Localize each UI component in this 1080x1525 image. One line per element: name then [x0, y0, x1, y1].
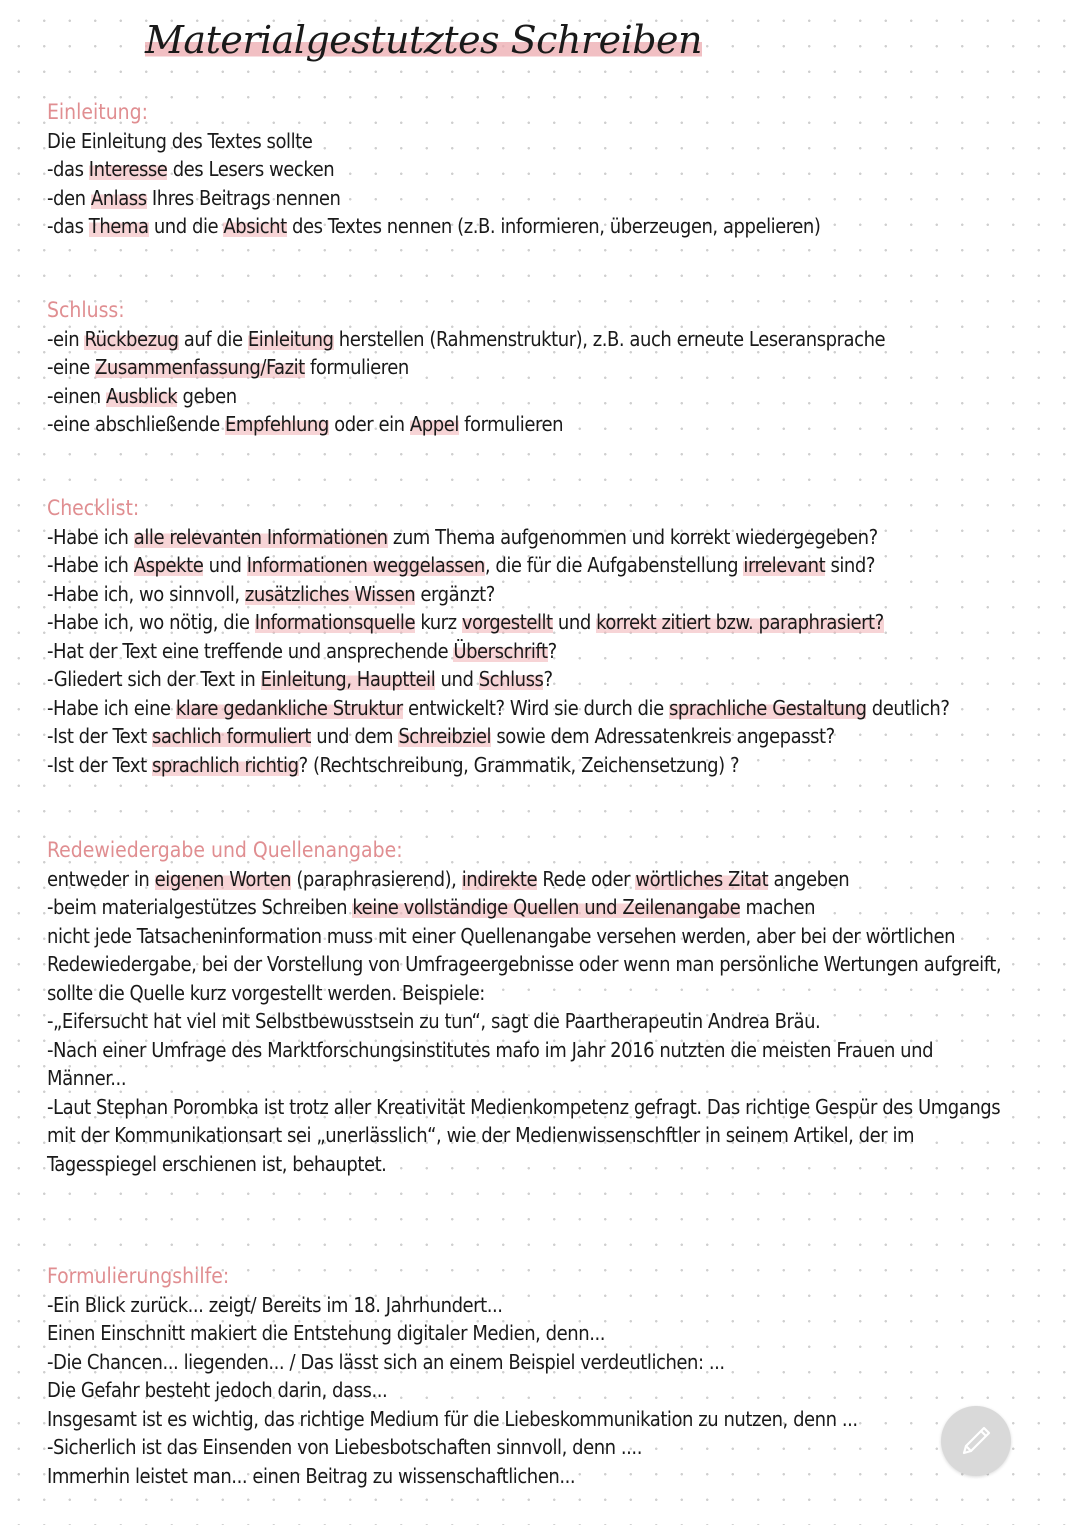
text-segment: Tagesspiegel erschienen ist, behauptet. [47, 1151, 387, 1176]
text-segment: sowie dem Adressatenkreis angepasst? [491, 724, 835, 748]
text-segment: , die für die Aufgabenstellung [484, 553, 744, 577]
text-line [47, 893, 1032, 922]
text-segment: -Habe ich eine [47, 695, 176, 720]
highlighted-text: Schluss [478, 667, 544, 691]
section-lines [47, 127, 1032, 241]
section-lines [47, 865, 1032, 1179]
highlighted-text: keine vollständige Quellen und Zeilenangabe [352, 895, 741, 919]
text-segment: sind? [825, 553, 875, 577]
text-line [47, 1433, 1032, 1462]
text-segment: -Ist der Text [47, 724, 152, 748]
text-line [47, 665, 1032, 694]
text-segment: und [552, 610, 597, 634]
text-segment: ergänzt? [415, 581, 495, 606]
highlighted-text: Appel [409, 412, 459, 436]
text-segment: und [203, 553, 247, 577]
section-checklist [47, 494, 1032, 779]
text-segment: des Lesers wecken [167, 157, 335, 181]
text-segment: -eine abschließende [47, 412, 225, 436]
text-line [47, 1348, 1032, 1377]
text-segment: -„Eifersucht hat viel mit Selbstbewusstsein zu tun“, sagt die Paartherapeutin Andrea Bräu. [47, 1009, 821, 1033]
text-line [47, 127, 1032, 156]
text-segment: auf die [178, 326, 248, 351]
text-segment: -Nach einer Umfrage des Marktforschungsinstitutes mafo im Jahr 2016 nutzten die meisten Frauen und [47, 1037, 934, 1062]
highlighted-text: sprachlich richtig [151, 752, 299, 777]
section-heading: Einleitung: [47, 100, 149, 124]
text-segment: angeben [768, 866, 850, 891]
highlighted-text: alle relevanten Informationen [133, 524, 388, 549]
text-segment: herstellen (Rahmenstruktur), z.B. auch erneute Leseransprache [333, 326, 886, 351]
highlighted-text: Aspekte [133, 553, 204, 577]
highlighted-text: zusätzliches Wissen [244, 581, 416, 606]
text-segment: (paraphrasierend), [291, 866, 462, 891]
text-segment: machen [740, 895, 816, 919]
highlighted-text: sprachliche Gestaltung [668, 695, 867, 720]
text-line [47, 1462, 1032, 1491]
highlighted-text: sachlich formuliert [151, 724, 311, 748]
text-line [47, 722, 1032, 751]
text-line [47, 1291, 1032, 1320]
highlighted-text: wörtliches Zitat [635, 866, 769, 891]
text-line [47, 551, 1032, 580]
section-lines [47, 523, 1032, 780]
highlighted-text: korrekt zitiert bzw. paraphrasiert? [596, 610, 884, 634]
text-line [47, 1150, 1032, 1179]
highlighted-text: Empfehlung [225, 412, 329, 436]
highlighted-text: Interesse [88, 157, 168, 181]
highlighted-text: Schreibziel [398, 724, 492, 748]
text-segment: -Sicherlich ist das Einsenden von Liebesbotschaften sinnvoll, denn .... [47, 1435, 642, 1459]
text-segment: -Habe ich, wo sinnvoll, [47, 581, 245, 606]
highlighted-text: Ausblick [106, 383, 178, 408]
text-segment: sollte die Quelle kurz vorgestellt werden. Beispiele: [47, 980, 485, 1005]
highlighted-text: klare gedankliche Struktur [175, 695, 403, 720]
text-line [47, 1121, 1032, 1150]
section-heading: Redewiedergabe und Quellenangabe: [47, 838, 403, 862]
page-title: Materialgestutztes Schreiben [145, 18, 703, 62]
text-line [47, 1064, 1032, 1093]
pencil-button[interactable] [941, 1406, 1011, 1476]
text-segment: Die Einleitung des Textes sollte [47, 128, 313, 153]
highlighted-text: vorgestellt [461, 610, 553, 634]
text-segment: formulieren [304, 355, 409, 379]
text-segment: Insgesamt ist es wichtig, das richtige Medium für die Liebeskommunikation zu nutzen, denn ... [47, 1406, 858, 1431]
text-line [47, 353, 1032, 382]
text-segment: und die [148, 214, 224, 238]
section-heading: Formulierungshilfe: [47, 1264, 230, 1288]
text-segment: -Gliedert sich der Text in [47, 667, 261, 691]
text-line [47, 155, 1032, 184]
text-segment: Immerhin leistet man... einen Beitrag zu wissenschaftlichen... [47, 1463, 576, 1488]
section-lines [47, 325, 1032, 439]
highlighted-text: Thema [88, 214, 149, 238]
highlighted-text: Informationen weggelassen [246, 553, 485, 577]
text-line [47, 212, 1032, 241]
text-line [47, 922, 1032, 951]
text-segment: -beim materialgestützes Schreiben [47, 895, 353, 919]
text-segment: entweder in [47, 866, 155, 891]
text-segment: -Die Chancen... liegenden... / Das lässt sich an einem Beispiel verdeutlichen: ... [47, 1349, 725, 1374]
text-segment: und [435, 667, 479, 691]
highlighted-text: eigenen Worten [154, 866, 292, 891]
text-segment: -das [47, 214, 89, 238]
text-line [47, 1093, 1032, 1122]
text-segment: zum Thema aufgenommen und korrekt wiedergegeben? [387, 524, 878, 549]
text-segment: -Ein Blick zurück... zeigt/ Bereits im 18. Jahrhundert... [47, 1292, 503, 1317]
text-line [47, 410, 1032, 439]
highlighted-text: Überschrift [453, 638, 548, 663]
text-segment: ? (Rechtschreibung, Grammatik, Zeichensetzung) ? [298, 752, 740, 777]
section-einleitung [47, 98, 1032, 241]
text-segment: -eine [47, 355, 96, 379]
highlighted-text: Informationsquelle [254, 610, 416, 634]
text-segment: und dem [310, 724, 399, 748]
text-line [47, 1007, 1032, 1036]
text-line [47, 382, 1032, 411]
text-segment: -ein [47, 326, 85, 351]
text-segment: Die Gefahr besteht jedoch darin, dass... [47, 1378, 388, 1402]
text-segment: -Ist der Text [47, 752, 152, 777]
text-segment: ? [543, 667, 553, 691]
section-heading: Checklist: [47, 496, 140, 520]
highlighted-text: Einleitung [247, 326, 334, 351]
text-segment: -Laut Stephan Porombka ist trotz aller Kreativität Medienkompetenz gefragt. Das richtige Gespür des Umgangs [47, 1094, 1001, 1119]
text-segment: formulieren [458, 412, 564, 436]
text-segment: Rede oder [537, 866, 636, 891]
text-line [47, 608, 1032, 637]
text-segment: oder ein [328, 412, 410, 436]
text-line [47, 865, 1032, 894]
text-line [47, 1376, 1032, 1405]
text-segment: -Habe ich [47, 524, 134, 549]
text-segment: -Hat der Text eine treffende und ansprechende [47, 638, 454, 663]
section-lines [47, 1291, 1032, 1491]
text-segment: ? [547, 638, 557, 663]
text-segment: deutlich? [866, 695, 950, 720]
section-redewiedergabe [47, 836, 1032, 1178]
text-segment: -den [47, 185, 91, 210]
text-line [47, 1036, 1032, 1065]
text-segment: nicht jede Tatsacheninformation muss mit einer Quellenangabe versehen werden, aber bei der wörtlichen [47, 923, 956, 948]
text-segment: des Textes nennen (z.B. informieren, überzeugen, appelieren) [286, 214, 821, 238]
text-line [47, 950, 1032, 979]
pencil-icon [956, 1421, 996, 1461]
text-line [47, 580, 1032, 609]
highlighted-text: Zusammenfassung/Fazit [95, 355, 305, 379]
highlighted-text: Einleitung, Hauptteil [260, 667, 436, 691]
text-segment: geben [177, 383, 237, 408]
highlighted-text: Rückbezug [84, 326, 179, 351]
text-segment: kurz [415, 610, 462, 634]
text-line [47, 1405, 1032, 1434]
text-line [47, 523, 1032, 552]
section-formulierungshilfe [47, 1262, 1032, 1490]
section-schluss [47, 296, 1032, 439]
text-segment: Redewiedergabe, bei der Vorstellung von Umfrageergebnisse oder wenn man persönliche Wertungen aufgreift, [47, 952, 1002, 976]
highlighted-text: Absicht [223, 214, 287, 238]
text-line [47, 325, 1032, 354]
text-line [47, 184, 1032, 213]
text-segment: Ihres Beitrags nennen [146, 185, 341, 210]
text-line [47, 694, 1032, 723]
text-segment: -Habe ich [47, 553, 134, 577]
text-segment: Einen Einschnitt makiert die Entstehung digitaler Medien, denn... [47, 1321, 605, 1345]
text-segment: -Habe ich, wo nötig, die [47, 610, 255, 634]
highlighted-text: indirekte [461, 866, 538, 891]
highlighted-text: irrelevant [743, 553, 826, 577]
text-line [47, 751, 1032, 780]
section-heading: Schluss: [47, 298, 125, 322]
text-segment: -einen [47, 383, 107, 408]
text-line [47, 979, 1032, 1008]
text-line [47, 637, 1032, 666]
text-segment: mit der Kommunikationsart sei „unerlässlich“, wie der Medienwissenschftler in seinem Artikel, der im [47, 1123, 915, 1147]
text-segment: -das [47, 157, 89, 181]
text-segment: Männer... [47, 1066, 127, 1090]
text-line [47, 1319, 1032, 1348]
text-segment: entwickelt? Wird sie durch die [402, 695, 669, 720]
highlighted-text: Anlass [90, 185, 147, 210]
